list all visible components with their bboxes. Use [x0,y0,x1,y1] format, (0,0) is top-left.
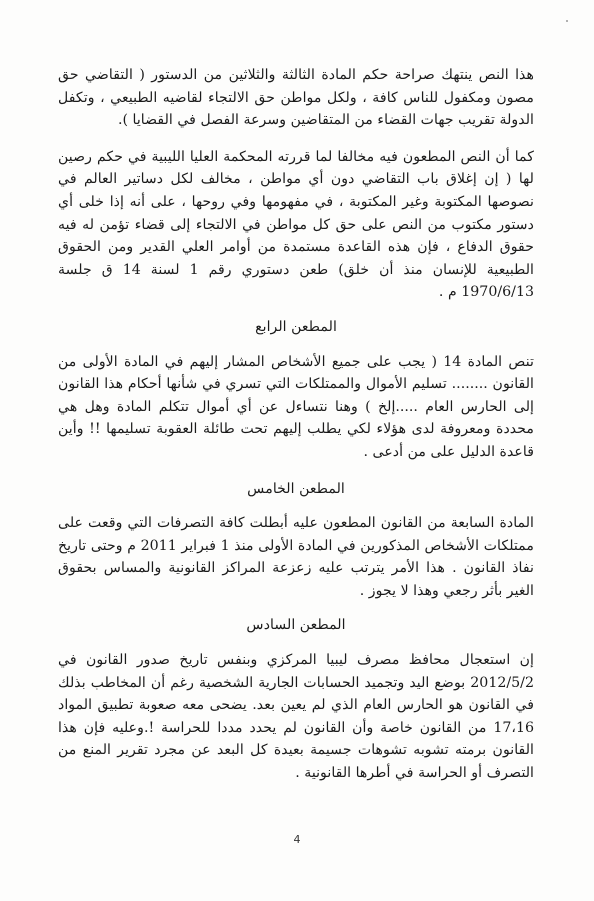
paragraph-supreme-court-ruling: كما أن النص المطعون فيه مخالفا لما قررته المحكمة العليا الليبية في حكم رصين لها ( إن إغلاق باب التقاضي دون أي مواطن ، مخالف لكل دساتير العالم في نصوصها المكتوبة وغير المكتوبة ، في مفهومها وفي روحها ، على أنه إذا خلى أي دستور مكتوب من النص على حق كل مواطن في الالتجاء إلى قضاء تؤمن له فيه حقوق الدفاع ، فإن هذه القاعدة مستمدة من أوامر العلي القدير ومن الحقوق الطبيعية للإنسان منذ أن خلق) طعن دستوري رقم 1 لسنة 14 ق جلسة 1970/6/13 م . [58,148,534,301]
scan-speck [566,20,568,22]
paragraph-constitution-article-33: هذا النص ينتهك صراحة حكم المادة الثالثة والثلاثين من الدستور ( التقاضي حق مصون ومكفول للناس كافة ، ولكل مواطن حق الالتجاء لقاضيه الطبيعي ، وتكفل الدولة تقريب جهات القضاء من المتقاضين وسرعة الفصل في القضايا ). [58,67,534,129]
paragraph-article-14: تنص المادة 14 ( يجب على جميع الأشخاص المشار إليهم في المادة الأولى من القانون ........ تسليم الأموال والممتلكات التي تسري في شأنها أحكام هذا القانون إلى الحارس العام .....إلخ ) وهنا نتساءل عن أي أموال تتكلم المادة وهل هي محددة ومعروفة لدى هؤلاء لكي يطلب إليهم تحت طائلة العقوبة تسليمها !! وأين قاعدة الدليل على من أدعى . [58,353,534,460]
heading-fourth-appeal: المطعن الرابع [255,318,337,335]
paragraph-central-bank: إن استعجال محافظ مصرف ليبيا المركزي وبنفس تاريخ صدور القانون في 2012/5/2 بوضع اليد وتجميد الحسابات الجارية الشخصية رغم أن المخاطب بذلك في القانون هو الحارس العام الذي لم يعين بعد. يضحى معه صعوبة تطبيق المواد 17،16 من القانون خاصة وأن القانون لم يحدد مددا للحراسة !.وعليه فإن هذا القانون برمته تشوبه تشوهات جسيمة بعيدة كل البعد عن مجرد تقرير المنع من التصرف أو الحراسة في أطرها القانونية . [58,652,534,782]
paragraph-article-7: المادة السابعة من القانون المطعون عليه أبطلت كافة التصرفات التي وقعت على ممتلكات الأشخاص المذكورين في المادة الأولى منذ 1 فبراير 2011 م وحتى تاريخ نفاذ القانون . هذا الأمر يترتب عليه زعزعة المراكز القانونية والمساس بحقوق الغير بأثر رجعي وهذا لا يجوز . [58,515,534,599]
page-number: 4 [293,833,301,846]
document-body [58,64,534,785]
heading-fifth-appeal: المطعن الخامس [247,480,345,497]
heading-sixth-appeal: المطعن السادس [246,617,346,634]
